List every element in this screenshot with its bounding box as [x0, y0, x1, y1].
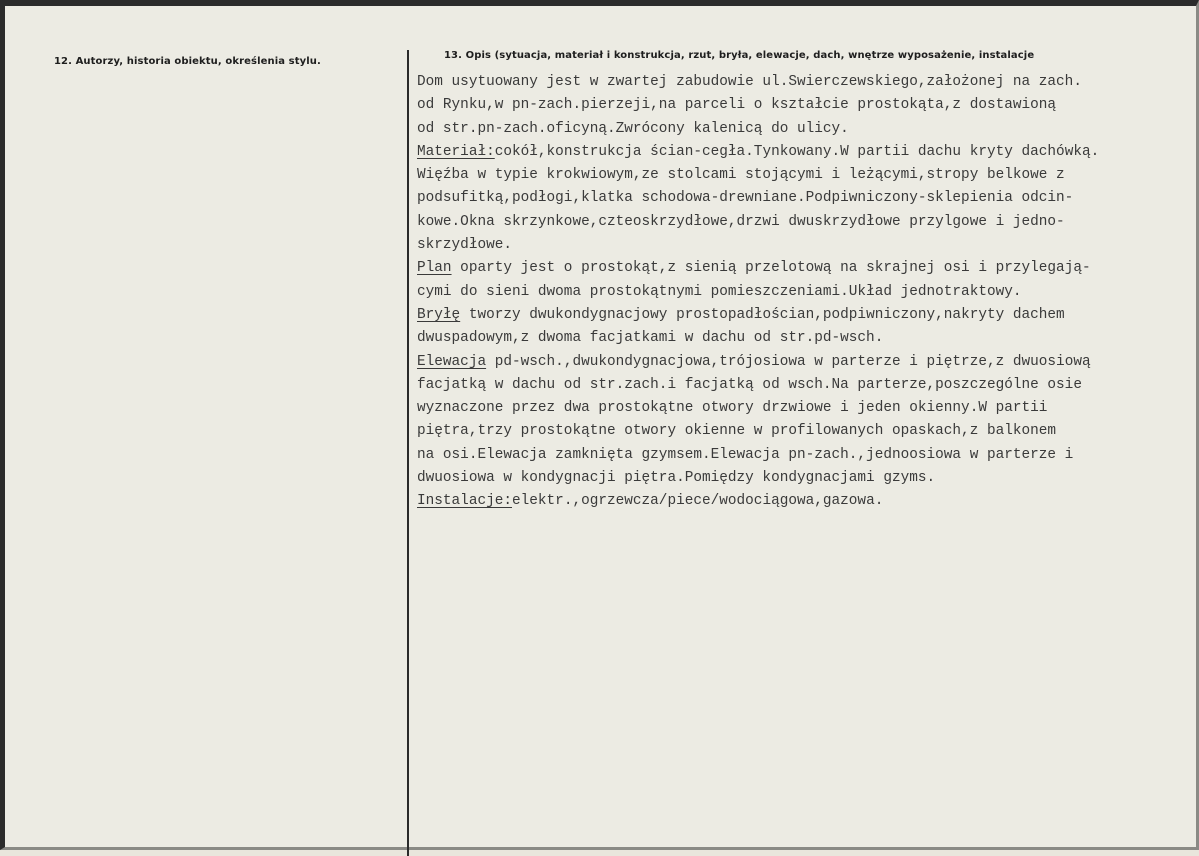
line-text: tworzy dwukondygnacjowy prostopadłościan,podpiwniczony,nakryty dachem	[460, 306, 1065, 323]
line-text: Więźba w typie krokwiowym,ze stolcami stojącymi i leżącymi,stropy belkowe z	[417, 167, 1065, 184]
description-line	[417, 467, 1099, 490]
description-line	[417, 327, 1099, 350]
line-text: cymi do sieni dwoma prostokątnymi pomieszczeniami.Układ jednotraktowy.	[417, 283, 1022, 300]
line-text: podsufitką,podłogi,klatka schodowa-drewniane.Podpiwniczony-sklepienia odcin-	[417, 190, 1074, 207]
section-13-heading: 13. Opis (sytuacja, materiał i konstrukcja, rzut, bryła, elewacje, dach, wnętrze wyposażenie, instalacje	[444, 50, 1035, 61]
section-label: Bryłę	[417, 306, 461, 323]
section-label: Instalacje:	[417, 493, 512, 510]
description-line	[417, 94, 1099, 117]
description-line	[417, 234, 1099, 257]
line-text: oparty jest o prostokąt,z sienią przelotową na skrajnej osi i przylegają-	[451, 260, 1091, 277]
description-line	[417, 490, 1099, 513]
section-label: Materiał:	[417, 143, 495, 160]
description-line	[417, 118, 1099, 141]
description-line	[417, 187, 1099, 210]
description-line	[417, 141, 1099, 164]
line-text: na osi.Elewacja zamknięta gzymsem.Elewacja pn-zach.,jednoosiowa w parterze i	[417, 446, 1074, 463]
line-text: od Rynku,w pn-zach.pierzeji,na parceli o kształcie prostokąta,z dostawioną	[417, 97, 1057, 114]
line-text: wyznaczone przez dwa prostokątne otwory drzwiowe i jeden okienny.W partii	[417, 400, 1048, 417]
description-line	[417, 257, 1099, 280]
line-text: dwuspadowym,z dwoma facjatkami w dachu od str.pd-wsch.	[417, 330, 884, 347]
line-text: elektr.,ogrzewcza/piece/wodociągowa,gazowa.	[512, 493, 884, 510]
line-text: od str.pn-zach.oficyną.Zwrócony kalenicą do ulicy.	[417, 120, 849, 137]
line-text: kowe.Okna skrzynkowe,czteoskrzydłowe,drzwi dwuskrzydłowe przylgowe i jedno-	[417, 213, 1065, 230]
description-line	[417, 374, 1099, 397]
description-line	[417, 164, 1099, 187]
section-12-heading: 12. Autorzy, historia obiektu, określenia stylu.	[54, 56, 321, 67]
line-text: pd-wsch.,dwukondygnacjowa,trójosiowa w parterze i piętrze,z dwuosiową	[486, 353, 1091, 370]
line-text: piętra,trzy prostokątne otwory okienne w profilowanych opaskach,z balkonem	[417, 423, 1057, 440]
description-line	[417, 281, 1099, 304]
description-line	[417, 444, 1099, 467]
line-text: Dom usytuowany jest w zwartej zabudowie ul.Swierczewskiego,założonej na zach.	[417, 74, 1082, 90]
section-label: Plan	[417, 260, 452, 277]
column-divider	[407, 50, 409, 856]
description-line	[417, 397, 1099, 420]
line-text: skrzydłowe.	[417, 237, 512, 254]
description-line	[417, 420, 1099, 443]
line-text: facjatką w dachu od str.zach.i facjatką od wsch.Na parterze,poszczególne osie	[417, 376, 1082, 393]
line-text: cokół,konstrukcja ścian-cegła.Tynkowany.W partii dachu kryty dachówką.	[494, 143, 1100, 160]
description-line	[417, 304, 1099, 327]
description-line	[417, 71, 1099, 94]
description-text	[417, 71, 1099, 514]
line-text: dwuosiowa w kondygnacji piętra.Pomiędzy kondygnacjami gzyms.	[417, 470, 936, 487]
description-line	[417, 211, 1099, 234]
section-label: Elewacja	[417, 353, 487, 370]
description-line	[417, 351, 1099, 374]
